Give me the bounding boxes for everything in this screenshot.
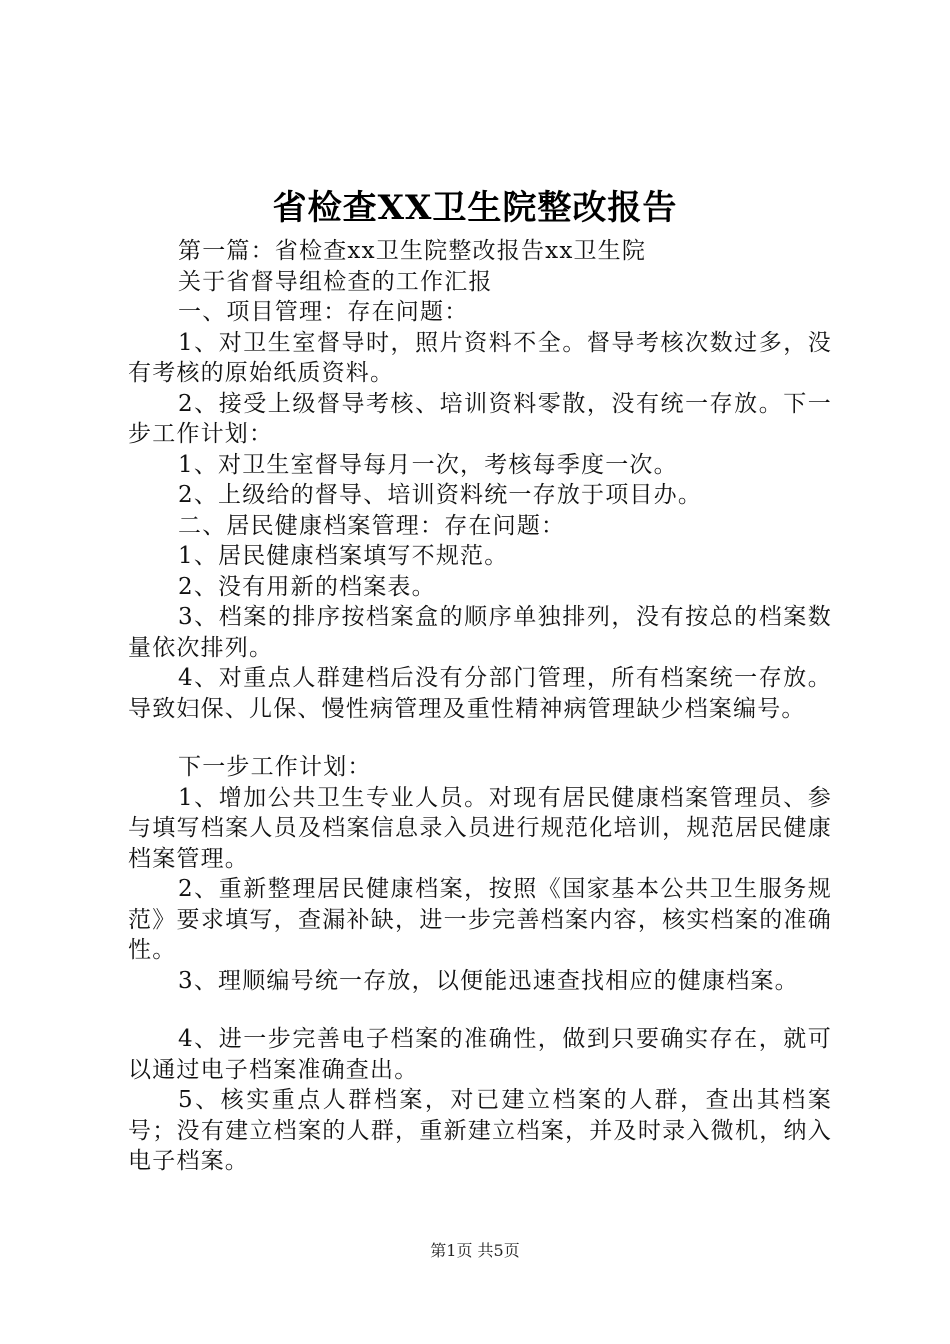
- paragraph: 2、上级给的督导、培训资料统一存放于项目办。: [178, 482, 703, 508]
- paragraph: 1、增加公共卫生专业人员。对现有居民健康档案管理员、参与填写档案人员及档案信息录入员进行规范化培训，规范居民健康档案管理。: [128, 784, 832, 872]
- paragraph: 一、项目管理：存在问题：: [178, 299, 469, 325]
- paragraph: 下一步工作计划：: [178, 754, 372, 780]
- paragraph: 5、核实重点人群档案，对已建立档案的人群，查出其档案号；没有建立档案的人群，重新建立档案，并及时录入微机，纳入电子档案。: [128, 1087, 832, 1174]
- paragraph: 4、对重点人群建档后没有分部门管理，所有档案统一存放。导致妇保、儿保、慢性病管理及重性精神病管理缺少档案编号。: [128, 665, 832, 722]
- paragraph: 1、居民健康档案填写不规范。: [178, 543, 509, 569]
- document-title: 省检查XX卫生院整改报告: [272, 188, 678, 228]
- paragraph: 3、档案的排序按档案盒的顺序单独排列，没有按总的档案数量依次排列。: [128, 604, 832, 661]
- paragraph: 第一篇：省检查xx卫生院整改报告xx卫生院: [178, 238, 647, 264]
- paragraph: 关于省督导组检查的工作汇报: [178, 268, 493, 295]
- paragraph: 2、没有用新的档案表。: [178, 573, 436, 600]
- paragraph: 二、居民健康档案管理：存在问题：: [178, 512, 566, 539]
- paragraph: 2、重新整理居民健康档案，按照《国家基本公共卫生服务规范》要求填写，查漏补缺，进一步完善档案内容，核实档案的准确性。: [128, 876, 832, 963]
- paragraph: 1、对卫生室督导每月一次，考核每季度一次。: [178, 451, 678, 478]
- paragraph: 1、对卫生室督导时，照片资料不全。督导考核次数过多，没有考核的原始纸质资料。: [128, 329, 832, 386]
- paragraph: 2、接受上级督导考核、培训资料零散，没有统一存放。下一步工作计划：: [128, 390, 832, 447]
- paragraph: 3、理顺编号统一存放，以便能迅速查找相应的健康档案。: [178, 967, 799, 994]
- document-body: [128, 236, 832, 1177]
- page-footer: 第1页 共5页: [430, 1241, 520, 1260]
- paragraph: 4、进一步完善电子档案的准确性，做到只要确实存在，就可以通过电子档案准确查出。: [128, 1026, 832, 1083]
